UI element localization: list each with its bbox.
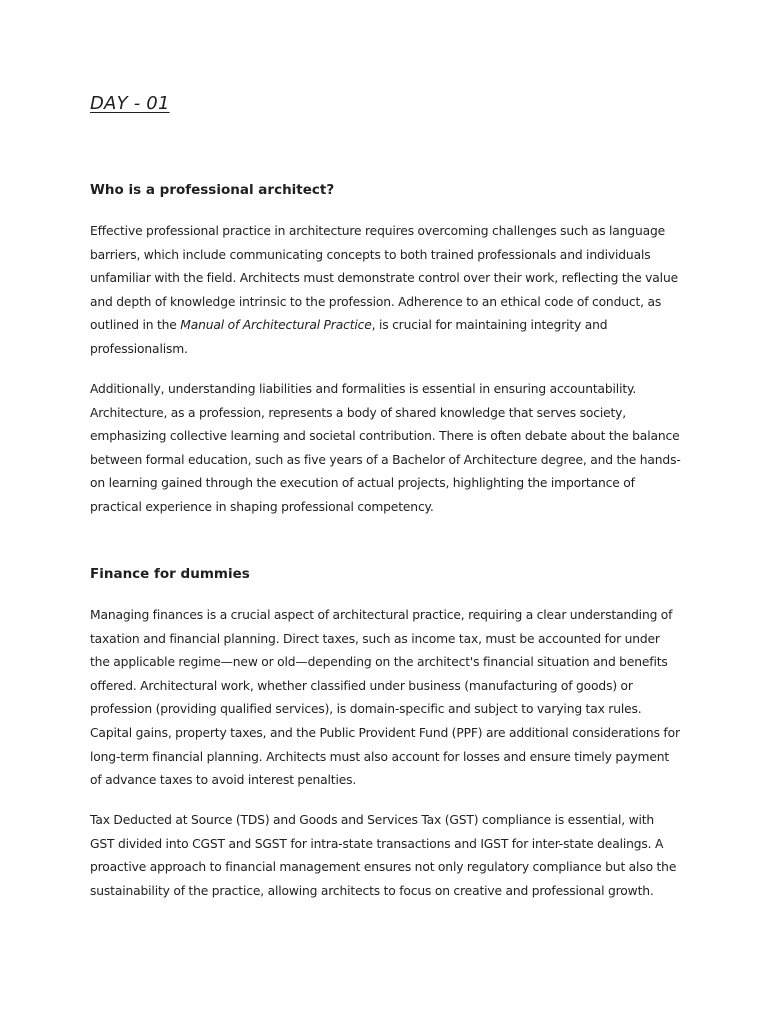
section-heading-professional-architect: Who is a professional architect?: [90, 182, 335, 198]
paragraph-text: Effective professional practice in architecture requires overcoming challenges such as language barriers, which include communicating concepts to both trained professionals and individuals unfamiliar with the field. Architects must demonstrate control over their work, reflecting the value and depth of knowledge intrinsic to the profession. Adherence to an ethical code of conduct, as outlined in the: [90, 224, 679, 333]
paragraph-tds-gst: Tax Deducted at Source (TDS) and Goods and Services Tax (GST) compliance is essential, with GST divided into CGST and SGST for intra-state transactions and IGST for inter-state dealings. A proactive approach to financial management ensures not only regulatory compliance but also the sustainability of the practice, allowing architects to focus on creative and professional growth.: [90, 813, 677, 898]
section-heading-finance: Finance for dummies: [90, 566, 250, 582]
paragraph-text: , is crucial for maintaining integrity and professionalism.: [90, 318, 608, 356]
day-title: DAY - 01: [90, 93, 170, 114]
paragraph-professional-practice: [90, 220, 682, 362]
paragraph-liabilities: Additionally, understanding liabilities and formalities is essential in ensuring accountability. Architecture, as a profession, represents a body of shared knowledge that serves society, emphasizing collective learning and societal contribution. There is often debate about the balance between formal education, such as five years of a Bachelor of Architecture degree, and the hands-on learning gained through the execution of actual projects, highlighting the importance of practical experience in shaping professional competency.: [90, 382, 681, 514]
paragraph-managing-finances: Managing finances is a crucial aspect of architectural practice, requiring a clear understanding of taxation and financial planning. Direct taxes, such as income tax, must be accounted for under the applicable regime—new or old—depending on the architect's financial situation and benefits offered. Architectural work, whether classified under business (manufacturing of goods) or profession (providing qualified services), is domain-specific and subject to varying tax rules. Capital gains, property taxes, and the Public Provident Fund (PPF) are additional considerations for long-term financial planning. Architects must also account for losses and ensure timely payment of advance taxes to avoid interest penalties.: [90, 608, 680, 788]
manual-title: Manual of Architectural Practice: [180, 318, 372, 333]
